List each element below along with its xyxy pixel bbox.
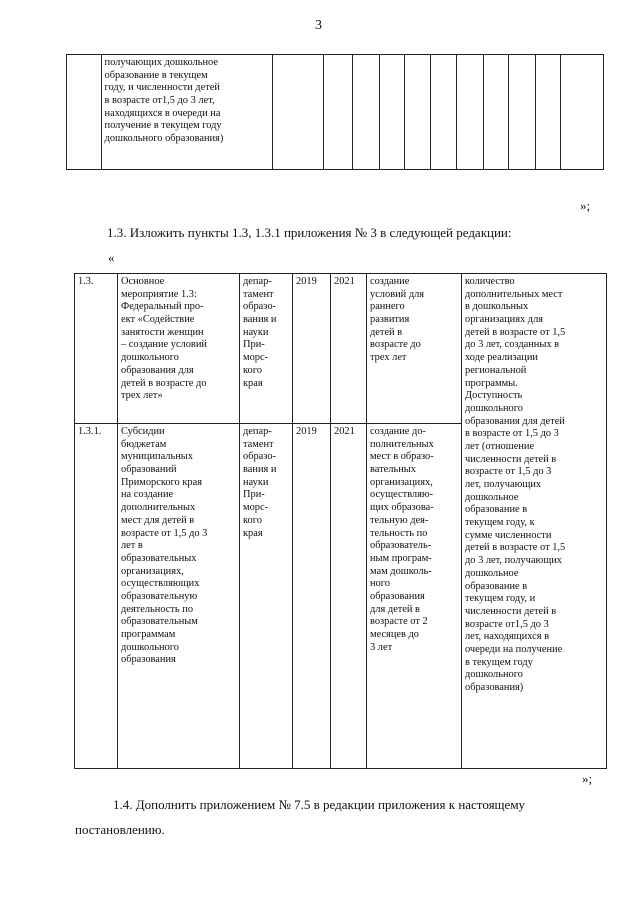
- table-row: [67, 55, 604, 170]
- paragraph-1-4-continuation: постановлению.: [75, 822, 165, 837]
- expected-result: создание до- полнительных мест в образо- вательных организациях, осуществляю- щих образова- тельную дея- тельность по образователь- ным програм- мам дошколь- ного образования для детей в возрасте от 2 месяцев до 3 лет: [367, 424, 462, 769]
- table-cell-description: получающих дошкольное образование в текущем году, и численности детей в возрасте от1,5 до 3 лет, находящихся в очереди на получение в текущем году дошкольного образования): [101, 55, 273, 170]
- table-cell: [273, 55, 324, 170]
- start-year: 2019: [293, 274, 331, 424]
- start-year: 2019: [293, 424, 331, 769]
- expected-result: создание условий для раннего развития детей в возрасте до трех лет: [367, 274, 462, 424]
- measure-name: Основное мероприятие 1.3: Федеральный про- ект «Содействие занятости женщин – создание условий дошкольного образования для детей в возрасте до трех лет»: [118, 274, 240, 424]
- end-year: 2021: [331, 274, 367, 424]
- amendment-table: [74, 273, 607, 769]
- table-cell: [431, 55, 457, 170]
- table-cell: [535, 55, 560, 170]
- responsible-department: депар- тамент образо- вания и науки При- морс- кого края: [240, 424, 293, 769]
- indicator: количество дополнительных мест в дошкольных организациях для детей в возрасте от 1,5 до 3 лет, созданных в ходе реализации региональной программы. Доступность дошкольного образования для детей в возрасте от 1,5 до 3 лет (отношение численности детей в возрасте от 1,5 до 3 лет, получающих дошкольное образование в текущем году, к сумме численности детей в возрасте от 1,5 до 3 лет, получающих дошкольное образование в текущем году, и численности детей в возрасте от1,5 до 3 лет, находящихся в очереди на получение в текущем году дошкольного образования): [462, 274, 607, 769]
- paragraph-1-3: 1.3. Изложить пункты 1.3, 1.3.1 приложения № 3 в следующей редакции:: [107, 225, 512, 240]
- opening-quote: «: [108, 250, 115, 265]
- closing-quote: »;: [580, 198, 591, 213]
- page-number: 3: [315, 18, 322, 33]
- continuation-table: [66, 54, 604, 170]
- table-cell: [324, 55, 352, 170]
- table-cell: [67, 55, 102, 170]
- responsible-department: депар- тамент образо- вания и науки При- морс- кого края: [240, 274, 293, 424]
- end-year: 2021: [331, 424, 367, 769]
- table-cell: [352, 55, 379, 170]
- table-cell: [560, 55, 603, 170]
- measure-name: Субсидии бюджетам муниципальных образований Приморского края на создание дополнительных мест для детей в возрасте от 1,5 до 3 лет в образовательных организациях, осуществляющих образовательную деятельность по образовательным программам дошкольного образования: [118, 424, 240, 769]
- table-cell: [483, 55, 508, 170]
- table-cell: [508, 55, 535, 170]
- table-row: [75, 274, 607, 424]
- row-number: 1.3.1.: [75, 424, 118, 769]
- table-cell: [379, 55, 404, 170]
- paragraph-1-4: 1.4. Дополнить приложением № 7.5 в редакции приложения к настоящему: [113, 797, 526, 812]
- row-number: 1.3.: [75, 274, 118, 424]
- closing-quote: »;: [582, 771, 593, 786]
- table-cell: [405, 55, 431, 170]
- table-cell: [457, 55, 483, 170]
